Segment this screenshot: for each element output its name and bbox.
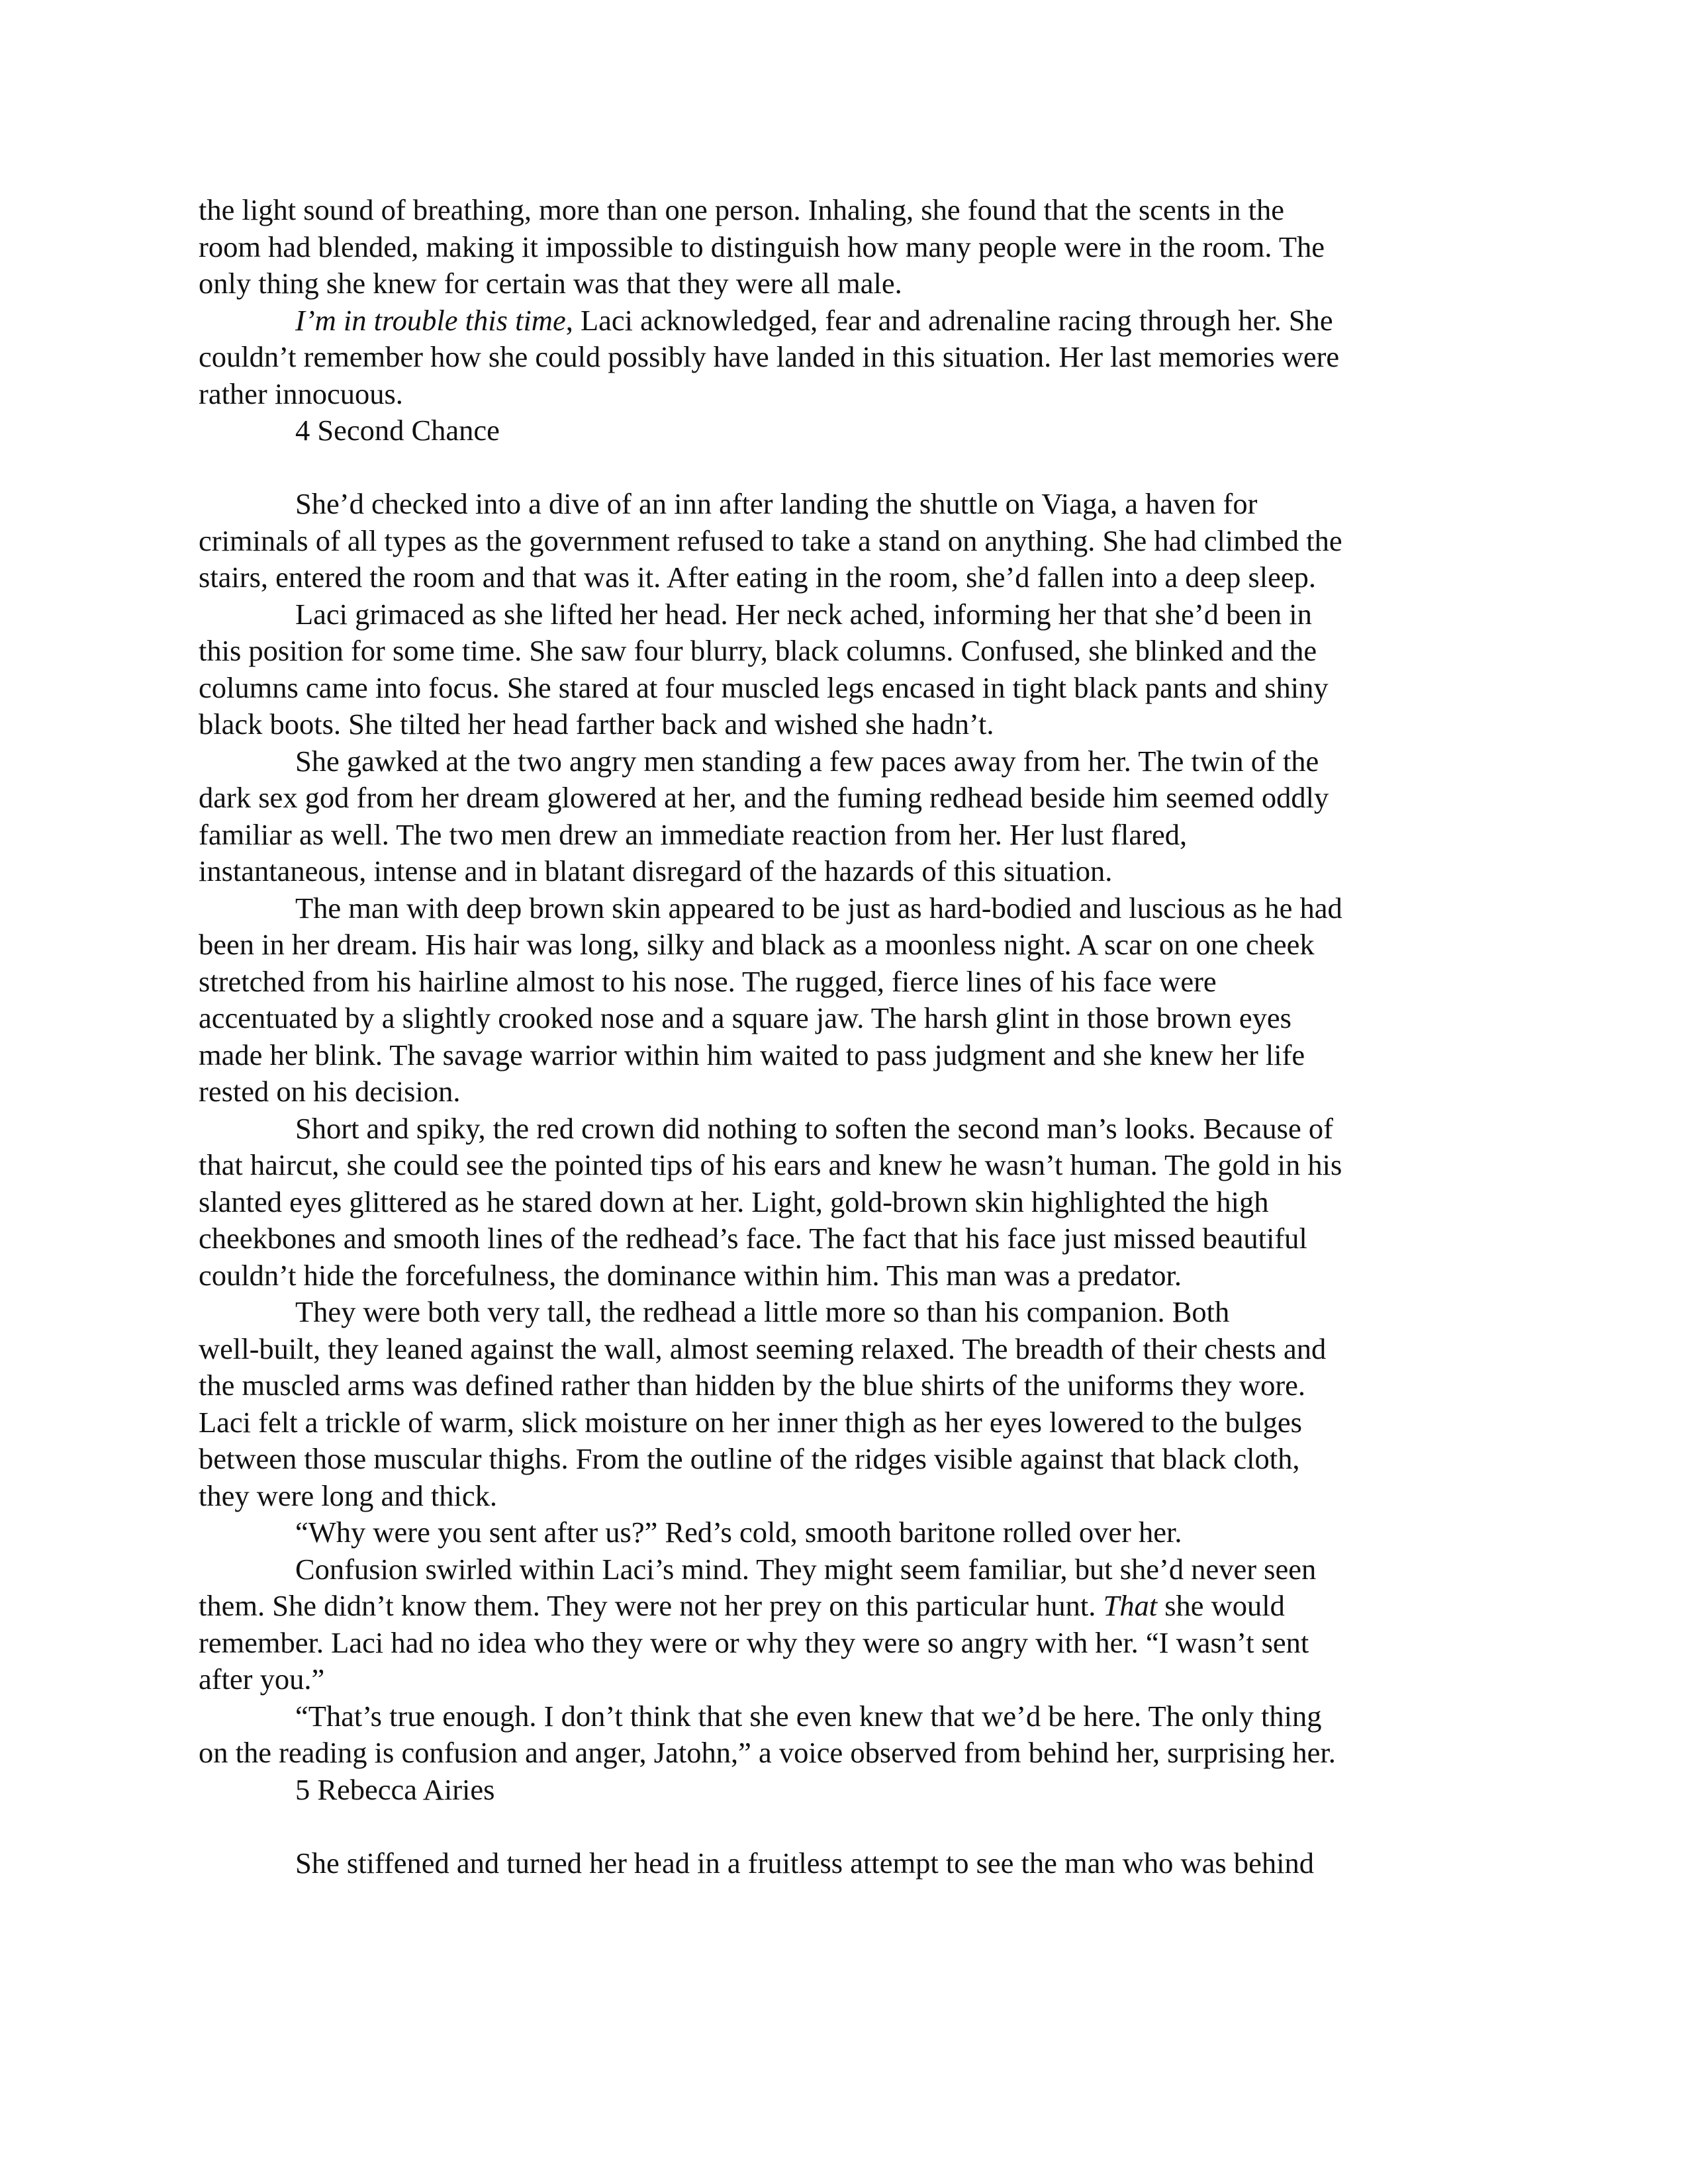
text-line: made her blink. The savage warrior within him waited to pass judgment and she knew her life: [199, 1038, 1305, 1071]
text-line: this position for some time. She saw four blurry, black columns. Confused, she blinked and the: [199, 634, 1317, 667]
text-fragment: them. She didn’t know them. They were not her prey on this particular hunt.: [199, 1589, 1103, 1622]
text-line-with-italic: [199, 302, 1496, 340]
text-line: Laci grimaced as she lifted her head. Her neck ached, informing her that she’d been in: [295, 597, 1312, 631]
text-line: been in her dream. His hair was long, silky and black as a moonless night. A scar on one cheek: [199, 928, 1315, 961]
paragraph: [199, 1551, 1496, 1698]
text-line: The man with deep brown skin appeared to be just as hard-bodied and luscious as he had: [295, 891, 1342, 925]
text-line: “That’s true enough. I don’t think that she even knew that we’d be here. The only thing: [295, 1699, 1322, 1733]
text-line: room had blended, making it impossible to distinguish how many people were in the room. The: [199, 230, 1325, 263]
paragraph: [199, 1698, 1496, 1772]
text-line: well-built, they leaned against the wall, almost seeming relaxed. The breadth of their chests and: [199, 1332, 1327, 1365]
text-line: the light sound of breathing, more than one person. Inhaling, she found that the scents in the: [199, 193, 1284, 226]
paragraph: [199, 1845, 1496, 1882]
running-header: 5 Rebecca Airies: [295, 1772, 495, 1806]
text-line: rather innocuous.: [199, 377, 403, 410]
text-line-with-italic: [199, 1588, 1496, 1625]
paragraph: [199, 1111, 1496, 1295]
text-line: that haircut, she could see the pointed tips of his ears and knew he wasn’t human. The gold in his: [199, 1148, 1342, 1181]
text-line: familiar as well. The two men drew an immediate reaction from her. Her lust flared,: [199, 817, 1188, 851]
text-fragment: she would: [1157, 1589, 1285, 1622]
italic-word: That: [1103, 1589, 1158, 1622]
italic-phrase: I’m in trouble this time: [295, 303, 566, 337]
text-line: Confusion swirled within Laci’s mind. They might seem familiar, but she’d never seen: [295, 1552, 1317, 1586]
paragraph: [199, 192, 1496, 302]
text-line: stretched from his hairline almost to his nose. The rugged, fierce lines of his face were: [199, 964, 1217, 998]
text-line: stairs, entered the room and that was it. After eating in the room, she’d fallen into a deep sleep.: [199, 561, 1317, 594]
text-line: black boots. She tilted her head farther back and wished she hadn’t.: [199, 707, 994, 741]
text-line: after you.”: [199, 1662, 325, 1696]
text-fragment: , Laci acknowledged, fear and adrenaline racing through her. She: [565, 303, 1333, 337]
text-line: She stiffened and turned her head in a fruitless attempt to see the man who was behind: [295, 1846, 1314, 1880]
text-line: They were both very tall, the redhead a little more so than his companion. Both: [295, 1295, 1230, 1328]
paragraph: [199, 1294, 1496, 1514]
paragraph: [199, 890, 1496, 1111]
spacer: [199, 1808, 1496, 1845]
text-line: on the reading is confusion and anger, Jatohn,” a voice observed from behind her, surprising her.: [199, 1736, 1336, 1769]
text-line: only thing she knew for certain was that they were all male.: [199, 267, 902, 300]
paragraph: [199, 743, 1496, 890]
text-line: “Why were you sent after us?” Red’s cold, smooth baritone rolled over her.: [295, 1516, 1182, 1549]
text-line: She gawked at the two angry men standing a few paces away from her. The twin of the: [295, 744, 1319, 778]
text-line: slanted eyes glittered as he stared down at her. Light, gold-brown skin highlighted the high: [199, 1185, 1269, 1218]
text-line: couldn’t hide the forcefulness, the dominance within him. This man was a predator.: [199, 1258, 1182, 1292]
text-line: they were long and thick.: [199, 1479, 498, 1512]
paragraph: [199, 486, 1496, 596]
paragraph: [199, 1514, 1496, 1551]
text-line: the muscled arms was defined rather than hidden by the blue shirts of the uniforms they wore.: [199, 1369, 1306, 1402]
text-line: between those muscular thighs. From the outline of the ridges visible against that black cloth,: [199, 1442, 1300, 1475]
paragraph: [199, 302, 1496, 413]
text-line: cheekbones and smooth lines of the redhead’s face. The fact that his face just missed beautiful: [199, 1222, 1307, 1255]
text-line: couldn’t remember how she could possibly have landed in this situation. Her last memories were: [199, 340, 1340, 373]
text-line: Short and spiky, the red crown did nothing to soften the second man’s looks. Because of: [295, 1111, 1333, 1145]
text-line: columns came into focus. She stared at four muscled legs encased in tight black pants and shiny: [199, 670, 1329, 704]
text-line: accentuated by a slightly crooked nose and a square jaw. The harsh glint in those brown eyes: [199, 1001, 1291, 1034]
text-line: Laci felt a trickle of warm, slick moisture on her inner thigh as her eyes lowered to the bulges: [199, 1405, 1302, 1439]
text-line: remember. Laci had no idea who they were or why they were so angry with her. “I wasn’t sent: [199, 1625, 1309, 1659]
running-header: 4 Second Chance: [295, 414, 500, 447]
text-line: instantaneous, intense and in blatant disregard of the hazards of this situation.: [199, 854, 1113, 887]
paragraph: [199, 596, 1496, 743]
text-line: rested on his decision.: [199, 1075, 461, 1108]
text-line: She’d checked into a dive of an inn after landing the shuttle on Viaga, a haven for: [295, 487, 1258, 520]
spacer: [199, 449, 1496, 486]
document-page: [199, 192, 1496, 1882]
text-line: criminals of all types as the government refused to take a stand on anything. She had climbed the: [199, 523, 1342, 557]
text-line: dark sex god from her dream glowered at her, and the fuming redhead beside him seemed oddly: [199, 781, 1329, 814]
